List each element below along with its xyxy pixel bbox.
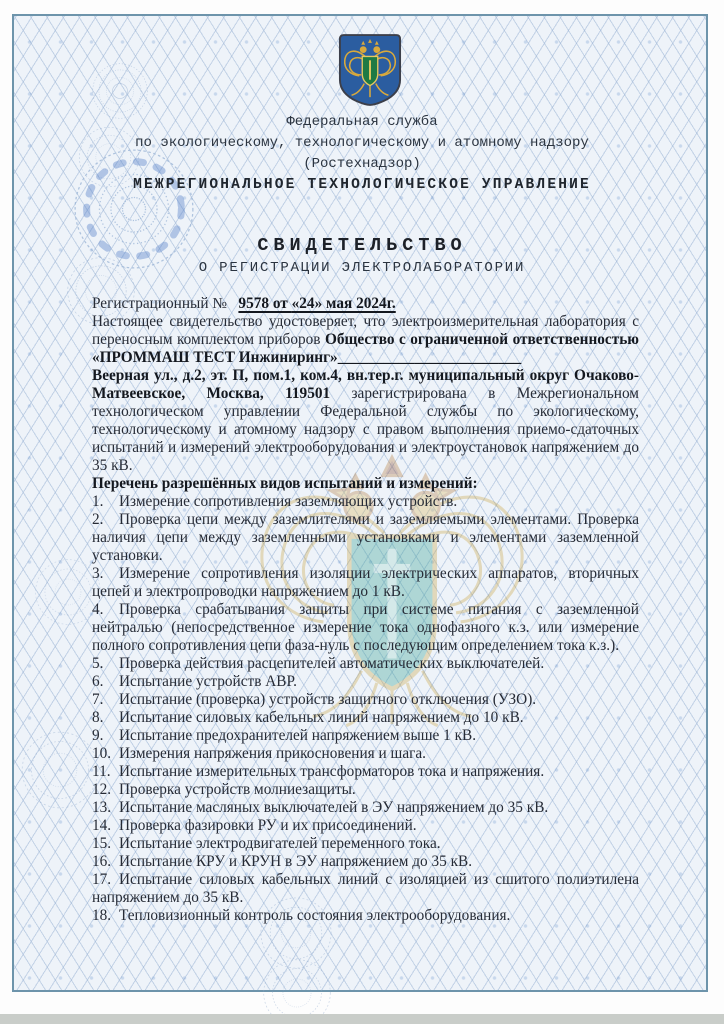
intro-paragraph-b	[92, 367, 639, 475]
list-item: 14. Проверка фазировки РУ и их присоединений.	[92, 817, 417, 834]
list-item: 16. Испытание КРУ и КРУН в ЭУ напряжением до 35 кВ.	[92, 853, 473, 870]
list-item: 12. Проверка устройств молниезащиты.	[92, 781, 356, 798]
list-item: 1. Измерение сопротивления заземляющих устройств.	[92, 493, 458, 510]
list-item: 6. Испытание устройств АВР.	[92, 673, 297, 690]
title-block	[14, 235, 710, 276]
list-item: 15. Испытание электродвигателей переменного тока.	[92, 835, 441, 852]
intro-paragraph-a	[92, 313, 639, 367]
list-heading: Перечень разрешённых видов испытаний и измерений:	[92, 475, 478, 492]
department-name: МЕЖРЕГИОНАЛЬНОЕ ТЕХНОЛОГИЧЕСКОЕ УПРАВЛЕНИЕ	[133, 177, 591, 193]
organization-address: Веерная ул., д.2, эт. П, пом.1, ком.4, вн.тер.г. муниципальный округ Очаково-Матвеевское, Москва, 119501	[92, 367, 639, 402]
scan-edge	[0, 1014, 724, 1024]
list-item: 7. Испытание (проверка) устройств защитного отключения (УЗО).	[92, 691, 537, 708]
intro-text-2: зарегистрирована в Межрегиональном технологическом управлении Федеральной службы по экологическому, технологическому и атомному надзору с правом выполнения приемо-сдаточных испытаний и измерений электрооборудования и электроустановок напряжением до 35 кВ.	[92, 385, 639, 474]
document-body	[92, 295, 639, 925]
registration-label: Регистрационный №	[92, 295, 227, 312]
list-item: 11. Испытание измерительных трансформаторов тока и напряжения.	[92, 763, 545, 780]
agency-line3: (Ростехнадзор)	[303, 156, 421, 172]
certificate-sheet	[12, 14, 708, 992]
list-item: 3. Измерение сопротивления изоляции электрических аппаратов, вторичных цепей и электропроводки напряжением до 1 кВ.	[92, 565, 639, 600]
document-subtitle: О РЕГИСТРАЦИИ ЭЛЕКТРОЛАБОРАТОРИИ	[198, 260, 526, 276]
list-item: 4. Проверка срабатывания защиты при системе питания с заземленной нейтралью (непосредственное измерение тока однофазного к.з. или измерение полного сопротивления цепи фаза-нуль с последующим определением тока к.з.).	[92, 601, 639, 654]
registration-date: «24» мая 2024г.	[291, 295, 396, 312]
list-item: 9. Испытание предохранителей напряжением выше 1 кВ.	[92, 727, 477, 744]
organization-name: Общество с ограниченной ответственностью «ПРОММАШ ТЕСТ Инжиниринг»	[92, 331, 639, 366]
registration-number: 9578	[238, 295, 270, 312]
list-item: 2. Проверка цепи между заземлителями и заземляемыми элементами. Проверка наличия цепи между заземленными установками и элементами заземленной установки.	[92, 511, 639, 564]
registration-preposition: от	[269, 295, 292, 312]
intro-text-1: Настоящее свидетельство удостоверяет, что электроизмерительная лаборатория с переносным комплектом приборов	[92, 313, 639, 348]
rostekhnadzor-coat-of-arms	[338, 33, 402, 107]
agency-line1: Федеральная служба	[286, 114, 438, 130]
agency-header	[14, 112, 710, 196]
blank-filler: ________________________	[337, 349, 522, 366]
list-item: 8. Испытание силовых кабельных линий напряжением до 10 кВ.	[92, 709, 524, 726]
permitted-list	[92, 493, 639, 925]
document-title: СВИДЕТЕЛЬСТВО	[257, 235, 467, 256]
list-item: 17. Испытание силовых кабельных линий с изоляцией из сшитого полиэтилена напряжением до 35 кВ.	[92, 871, 639, 906]
list-item: 18. Тепловизионный контроль состояния электрооборудования.	[92, 907, 511, 924]
agency-line2: по экологическому, технологическому и атомному надзору	[135, 135, 589, 151]
list-item: 10. Измерения напряжения прикосновения и шага.	[92, 745, 426, 762]
list-item: 5. Проверка действия расцепителей автоматических выключателей.	[92, 655, 545, 672]
registration-line	[92, 295, 639, 313]
guilloche-rosette	[18, 728, 102, 812]
list-item: 13. Испытание масляных выключателей в ЭУ напряжением до 35 кВ.	[92, 799, 549, 816]
